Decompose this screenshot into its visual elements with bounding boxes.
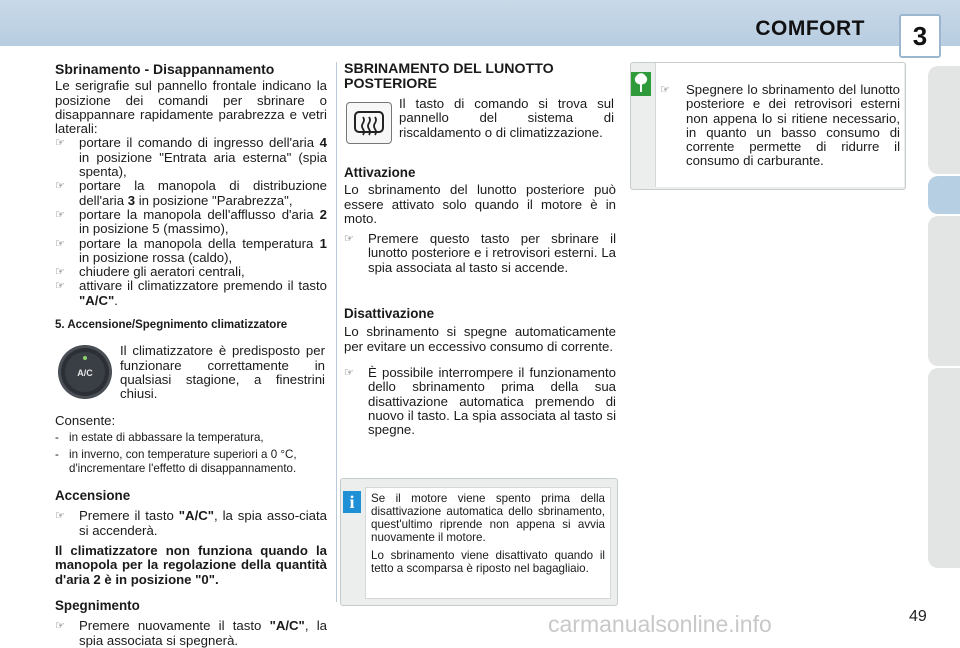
info-text: Se il motore viene spento prima della disattivazione automatica dello sbrinamento, quest'ultimo riprende non appena si avvia nuovamente il motore. [371, 492, 605, 544]
pointing-hand-icon: ☞ [55, 208, 65, 221]
list-item: - in estate di abbassare la temperatura, [55, 430, 264, 444]
disattivazione-title: Disattivazione [344, 306, 435, 322]
leaf-icon [631, 72, 651, 96]
accensione-title: Accensione [55, 488, 131, 504]
left-column [55, 62, 327, 648]
list-item: ☞ attivare il climatizzatore premendo il tasto "A/C". [55, 278, 327, 308]
section-title: SBRINAMENTO DEL LUNOTTO POSTERIORE [344, 61, 554, 92]
section-title: Sbrinamento - Disappannamento [55, 61, 275, 77]
pointing-hand-icon: ☞ [55, 137, 65, 150]
steps-list [55, 136, 327, 308]
consente-label: Consente: [55, 413, 116, 429]
list-item: ☞ Premere questo tasto per sbrinare il lunotto posteriore e i retrovisori esterni. La spia associata al tasto si accende. [344, 231, 616, 275]
list-item: ☞ Spegnere lo sbrinamento del lunotto posteriore e dei retrovisori esterni non appena lo si ritiene necessario, in quanto un basso consumo di corrente permette di ridurre il consumo di carburante. [660, 82, 900, 169]
eco-tip-box [630, 62, 906, 190]
spegnimento-title: Spegnimento [55, 597, 140, 613]
figure-caption: 5. Accensione/Spegnimento climatizzatore [55, 319, 288, 332]
ac-description: Il climatizzatore è predisposto per funzionare correttamente in qualsiasi stagione, a finestrini chiusi. [120, 343, 325, 402]
pointing-hand-icon: ☞ [55, 280, 65, 293]
pointing-hand-icon: ☞ [660, 84, 670, 96]
pointing-hand-icon: ☞ [344, 233, 354, 246]
list-item: ☞ Premere il tasto "A/C", la spia asso-ciata si accenderà. [55, 508, 328, 538]
button-description: Il tasto di comando si trova sul pannello del sistema di riscaldamento o di climatizzazione. [399, 96, 614, 140]
pointing-hand-icon: ☞ [55, 266, 65, 279]
warning-text: Il climatizzatore non funziona quando la manopola per la regolazione della quantità d'aria 2 è in posizione "0". [55, 543, 327, 587]
pointing-hand-icon: ☞ [55, 510, 65, 523]
side-tab[interactable] [928, 66, 960, 174]
disattivazione-text: Lo sbrinamento si spegne automaticamente per evitare un eccessivo consumo di corrente. [344, 324, 616, 354]
pointing-hand-icon: ☞ [55, 620, 65, 633]
list-item: ☞ portare la manopola dell'afflusso d'aria 2 in posizione 5 (massimo), [55, 206, 327, 237]
eco-tip-content [655, 63, 904, 187]
chapter-number: 3 [899, 14, 941, 58]
info-box [340, 478, 618, 606]
pointing-hand-icon: ☞ [55, 237, 65, 250]
info-box-content [365, 487, 611, 599]
list-item: ☞ È possibile interrompere il funzionamento dello sbrinamento prima della sua disattivazione automatica premendo di nuovo il tasto. La spia associata al tasto si spegne. [344, 364, 616, 438]
pointing-hand-icon: ☞ [55, 180, 65, 193]
ac-knob-label: A/C [77, 368, 93, 379]
ac-knob [57, 344, 113, 400]
watermark: carmanualsonline.info [548, 611, 772, 637]
list-item: ☞ portare la manopola della temperatura 1 in posizione rossa (caldo), [55, 235, 327, 265]
list-item: ☞ portare la manopola di distribuzione dell'aria 3 in posizione "Parabrezza", [55, 178, 327, 208]
side-tab-active[interactable] [928, 176, 960, 214]
ac-block [55, 344, 327, 412]
list-item: ☞ chiudere gli aeratori centrali, [55, 264, 245, 280]
button-block [344, 96, 616, 160]
list-item: - in inverno, con temperature superiori a 0 °C, d'incrementare l'effetto di disappannamento. [55, 448, 297, 475]
intro-text: Le serigrafie sul pannello frontale indicano la posizione dei comandi per sbrinare o disappannare rapidamente parabrezza e vetri laterali: [55, 78, 327, 137]
attivazione-text: Lo sbrinamento del lunotto posteriore può essere attivato solo quando il motore è in moto. [344, 182, 616, 226]
list-item: ☞ Premere nuovamente il tasto "A/C", la spia associata si spegnerà. [55, 618, 327, 648]
list-item: ☞ portare il comando di ingresso dell'aria 4 in posizione "Entrata aria esterna" (spia spenta), [55, 135, 327, 180]
side-tab[interactable] [928, 368, 960, 568]
info-icon: i [343, 491, 361, 513]
page-number: 49 [909, 608, 927, 625]
pointing-hand-icon: ☞ [344, 366, 354, 379]
side-tab[interactable] [928, 216, 960, 366]
middle-column [344, 62, 616, 437]
info-text: Lo sbrinamento viene disattivato quando il tetto a scomparsa è riposto nel bagagliaio. [371, 549, 605, 575]
chapter-title: COMFORT [755, 17, 865, 40]
rear-defrost-icon [346, 102, 392, 144]
attivazione-title: Attivazione [344, 165, 416, 180]
column-divider [336, 62, 337, 602]
